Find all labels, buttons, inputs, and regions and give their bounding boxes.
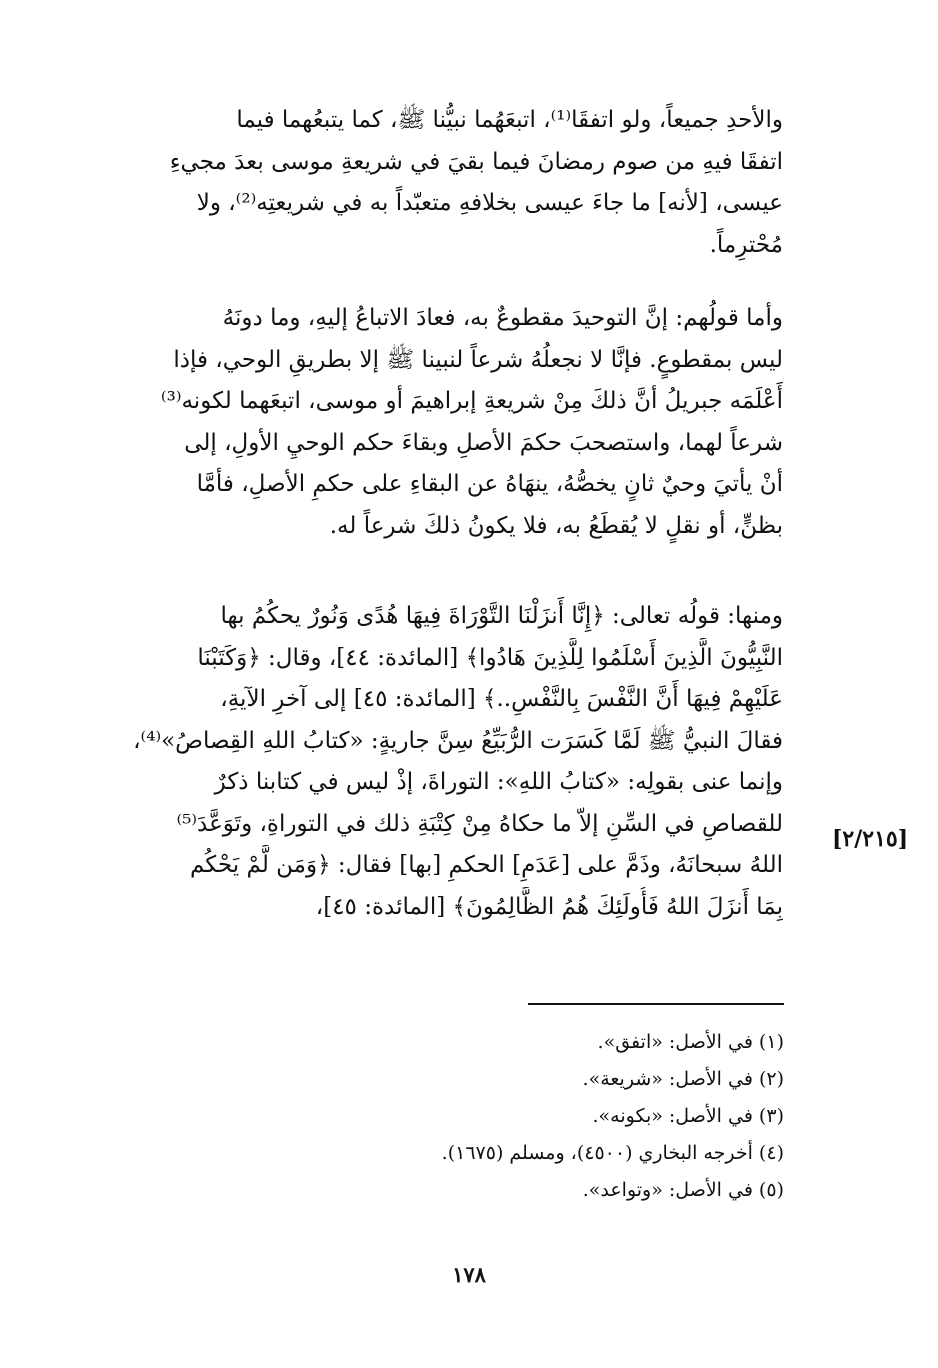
footnote-item: (١) في الأصل: «اتفق».: [597, 1031, 784, 1053]
text-line: أنْ يأتيَ وحيٌ ثانٍ يخصُّهُ، ينهَاهُ عن البقاءِ على حكمِ الأصلِ، فأمَّا: [196, 471, 783, 497]
text-line: بِمَا أَنزَلَ اللهُ فَأُولَئِكَ هُمُ الظَّالِمُونَ﴾ [المائدة: ٤٥]،: [315, 893, 783, 920]
text-line: بظنٍّ، أو نقلٍ لا يُقطَعُ به، فلا يكونُ ذلكَ شرعاً له.: [329, 512, 783, 539]
text-line: اتفقَا فيهِ من صوم رمضانَ فيما بقيَ في شريعةِ موسى بعدَ مجيءِ: [169, 148, 783, 175]
text-line: أَعْلَمَه جبريلُ أنَّ ذلكَ مِنْ شريعةِ إبراهيمَ أو موسى، اتبعَهما لكونه⁽³⁾: [160, 388, 783, 414]
text-line: والأحدِ جميعاً، ولو اتفقَا⁽¹⁾، اتبعَهُما نبيُّنا ﷺ، كما يتبعُهما فيما: [236, 107, 783, 133]
text-line: فقالَ النبيُّ ﷺ لَمَّا كَسَرَت الرُّبَيِّعُ سِنَّ جاريةٍ: «كتابُ اللهِ القِصاصُ»⁽⁴⁾،: [133, 727, 783, 754]
footnote-item: (٢) في الأصل: «شريعة».: [582, 1068, 784, 1090]
footnote-divider: [528, 1003, 784, 1005]
footnotes: [200, 1024, 784, 1209]
footnote-item: (٣) في الأصل: «بكونه».: [592, 1105, 784, 1127]
footnote-item: (٥) في الأصل: «وتواعد».: [582, 1179, 784, 1201]
text-line: شرعاً لهما، واستصحبَ حكمَ الأصلِ وبقاءَ حكم الوحيِ الأولِ، إلى: [184, 429, 783, 456]
text-line: عَلَيْهِمْ فِيهَا أَنَّ النَّفْسَ بِالنَّفْسِ..﴾ [المائدة: ٤٥] إلى آخرِ الآيةِ،: [220, 686, 783, 712]
page-number: ١٧٨: [452, 1262, 486, 1287]
paragraph-2: [78, 298, 783, 547]
margin-page-reference: [٢/٢١٥]: [832, 826, 909, 852]
footnote-item: (٤) أخرجه البخاري (٤٥٠٠)، ومسلم (١٦٧٥).: [441, 1142, 784, 1164]
text-line: اللهُ سبحانَهُ، وذَمَّ على [عَدَمِ] الحكمِ [بها] فقال: ﴿وَمَن لَّمْ يَحْكُم: [189, 852, 783, 878]
text-line: النَّبِيُّونَ الَّذِينَ أَسْلَمُوا لِلَّذِينَ هَادُوا﴾ [المائدة: ٤٤]، وقال: ﴿وَكَتَبْنَا: [197, 644, 783, 671]
paragraph-1: [78, 100, 783, 266]
paragraph-3: [78, 596, 783, 928]
text-line: وإنما عنى بقولِه: «كتابُ اللهِ»: التوراةَ، إذْ ليس في كتابنا ذكرٌ: [214, 769, 783, 795]
text-line: مُحْترِماً.: [709, 231, 783, 258]
text-line: للقصاصِ في السِّنِ إلاّ ما حكاهُ مِنْ كِتْبَةِ ذلك في التوراةِ، وتَوَعَّدَ⁽⁵⁾: [176, 810, 783, 837]
text-line: وأما قولُهم: إنَّ التوحيدَ مقطوعٌ به، فعادَ الاتباعُ إليهِ، وما دونَهُ: [222, 305, 783, 331]
text-line: عيسى، [لأنه] ما جاءَ عيسى بخلافهِ متعبّداً به في شريعتِه⁽²⁾، ولا: [196, 190, 783, 216]
text-line: ومنها: قولُه تعالى: ﴿إِنَّا أَنزَلْنَا التَّوْرَاةَ فِيهَا هُدًى وَنُورٌ يحكُمُ بها: [220, 603, 783, 629]
text-line: ليس بمقطوعٍ. فإنَّا لا نجعلُهُ شرعاً لنبينا ﷺ إلا بطريقِ الوحي، فإذا: [173, 346, 783, 373]
